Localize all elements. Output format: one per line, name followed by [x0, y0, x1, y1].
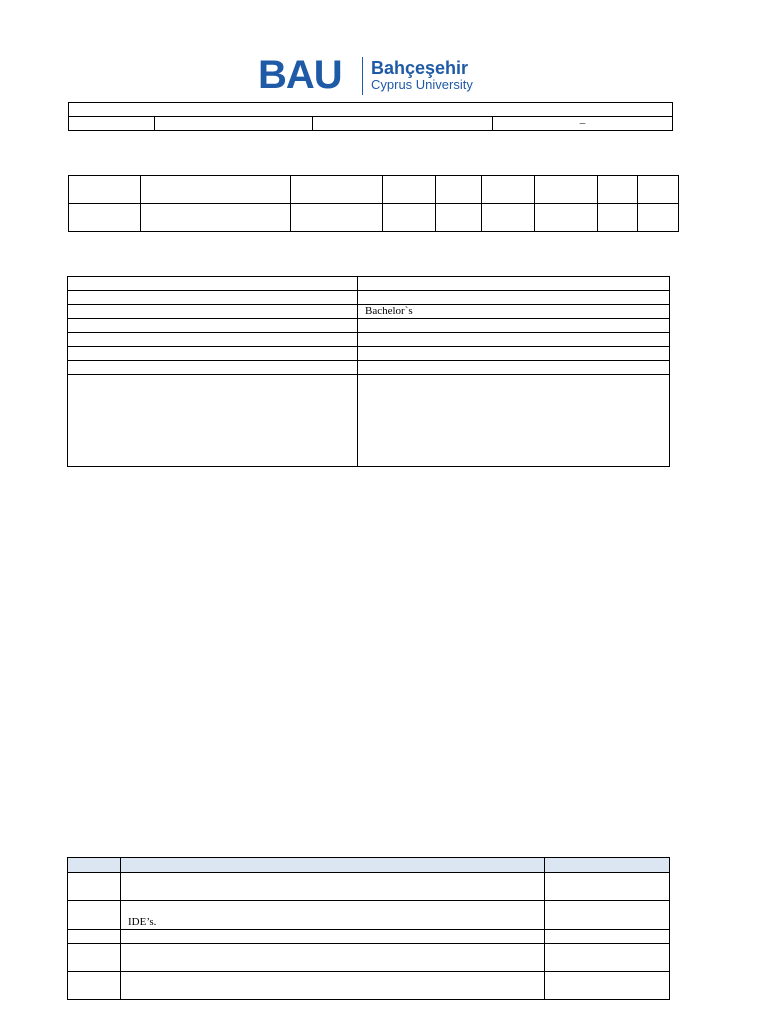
weekly-plan-table — [67, 857, 670, 1000]
table-row — [69, 176, 679, 204]
table-row — [68, 319, 670, 333]
table-cell — [68, 305, 358, 319]
table-cell — [482, 204, 535, 232]
table-row — [68, 873, 670, 901]
table-cell — [638, 204, 679, 232]
table-row — [68, 291, 670, 305]
table-cell — [545, 930, 670, 944]
table-cell — [436, 204, 482, 232]
table-header-cell — [68, 858, 121, 873]
table-cell — [358, 333, 670, 347]
logo-name-line1: Bahçeşehir — [371, 58, 469, 78]
table-cell — [358, 319, 670, 333]
table-cell: Bachelor`s — [358, 305, 670, 319]
table-cell — [69, 103, 673, 117]
table-cell — [121, 873, 545, 901]
table-cell — [383, 176, 436, 204]
table-cell — [545, 901, 670, 930]
table-row — [68, 333, 670, 347]
table-cell — [545, 972, 670, 1000]
table-cell — [68, 873, 121, 901]
table-cell — [598, 204, 638, 232]
table-cell — [121, 944, 545, 972]
table-cell — [68, 944, 121, 972]
table-cell — [358, 291, 670, 305]
table-row — [69, 117, 673, 131]
logo-divider — [362, 57, 363, 95]
table-cell — [68, 277, 358, 291]
table-cell: IDE’s. — [121, 901, 545, 930]
university-logo — [258, 55, 498, 97]
table-row — [68, 901, 670, 930]
table-cell — [291, 204, 383, 232]
logo-name-line2: Cyprus University — [371, 77, 473, 92]
course-info-table — [67, 276, 670, 467]
table-cell — [638, 176, 679, 204]
table-cell — [358, 375, 670, 467]
table-cell — [482, 176, 535, 204]
course-details-table — [68, 175, 679, 232]
table-cell — [121, 930, 545, 944]
table-cell — [358, 361, 670, 375]
table-cell — [598, 176, 638, 204]
table-cell — [69, 176, 141, 204]
table-cell — [313, 117, 493, 131]
table-cell — [141, 176, 291, 204]
table-cell — [69, 204, 141, 232]
logo-bau-text: BAU — [258, 53, 342, 97]
table-cell — [68, 347, 358, 361]
table-cell — [436, 176, 482, 204]
course-header-table — [68, 102, 673, 131]
table-cell — [545, 873, 670, 901]
table-cell — [383, 204, 436, 232]
table-cell: – — [493, 117, 673, 131]
table-row — [68, 347, 670, 361]
table-cell — [291, 176, 383, 204]
table-cell — [545, 944, 670, 972]
table-cell — [155, 117, 313, 131]
table-cell — [69, 117, 155, 131]
table-row — [68, 361, 670, 375]
table-cell — [68, 319, 358, 333]
table-cell — [68, 361, 358, 375]
table-row — [68, 944, 670, 972]
table-header-cell — [121, 858, 545, 873]
table-row — [68, 930, 670, 944]
table-cell — [535, 204, 598, 232]
table-row — [69, 204, 679, 232]
table-cell — [535, 176, 598, 204]
table-row — [68, 277, 670, 291]
table-row — [68, 375, 670, 467]
table-cell — [121, 972, 545, 1000]
table-row — [69, 103, 673, 117]
table-cell — [68, 930, 121, 944]
table-cell — [68, 375, 358, 467]
table-cell — [68, 972, 121, 1000]
table-cell — [68, 291, 358, 305]
table-row — [68, 305, 670, 319]
table-row — [68, 972, 670, 1000]
table-cell — [141, 204, 291, 232]
table-cell — [68, 333, 358, 347]
table-header-row — [68, 858, 670, 873]
table-cell — [358, 277, 670, 291]
table-cell — [358, 347, 670, 361]
table-cell — [68, 901, 121, 930]
table-header-cell — [545, 858, 670, 873]
